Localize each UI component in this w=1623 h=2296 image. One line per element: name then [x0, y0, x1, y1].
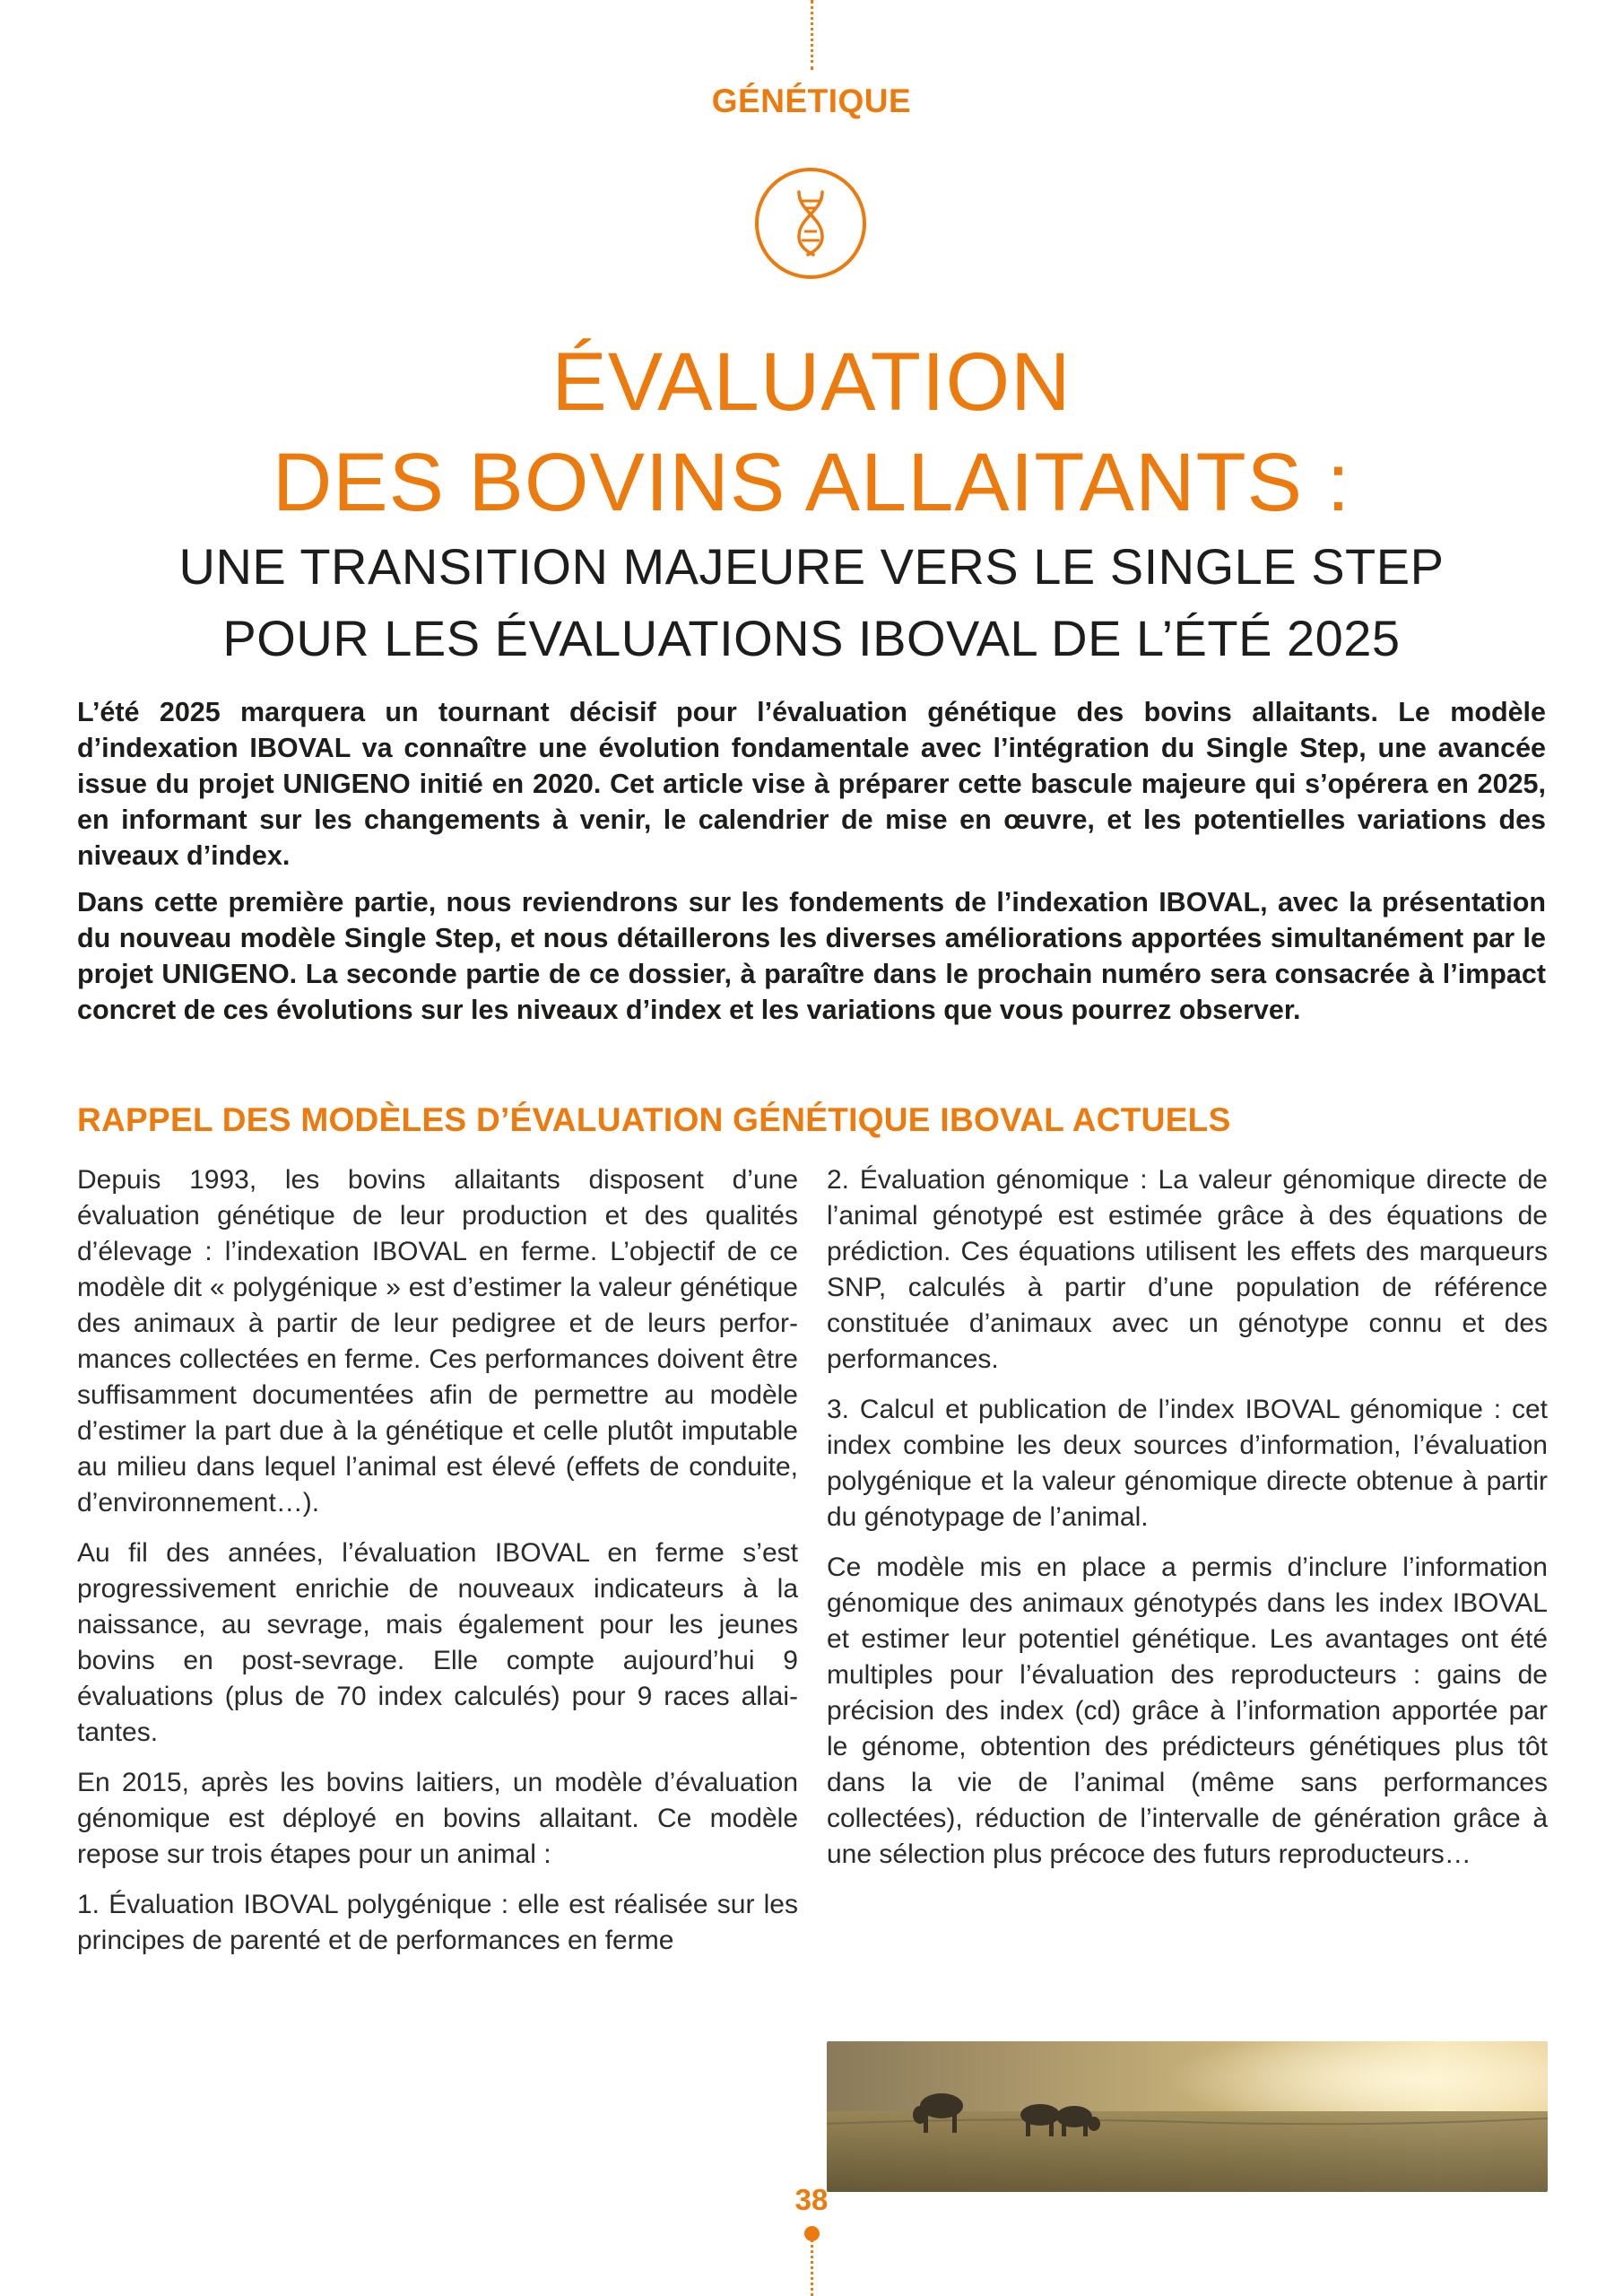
body-paragraph: Au fil des années, l’évaluation IBOVAL en ferme s’est progressivement enrichie de nouveaux indicateurs à la naissance, au sevrage, mais également pour les jeunes bovins en post-sevrage. Elle compte aujourd’hui 9 évaluations (plus de 70 index calculés) pour 9 races allaitantes. — [77, 1538, 798, 1747]
cattle-pasture-photo — [827, 2041, 1548, 2192]
body-paragraph: 2. Évaluation génomique : La valeur génomique directe de l’animal génotypé est estimée grâce à des équations de prédiction. Ces équations utilisent les effets des marqueurs SNP, calculés à partir d’une population de référence constituée d’animaux avec un génotype connu et des performances. — [827, 1165, 1548, 1374]
page-number: 38 — [794, 2183, 829, 2216]
article-title — [0, 332, 1623, 533]
top-dotted-line — [811, 0, 813, 70]
subtitle-line-1: UNE TRANSITION MAJEURE VERS LE SINGLE STEP — [178, 538, 1445, 595]
title-line-2: DES BOVINS ALLAITANTS : — [272, 437, 1351, 528]
title-line-1: ÉVALUATION — [551, 336, 1072, 428]
lead-paragraph: Dans cette première partie, nous reviendrons sur les fondements de l’indexation IBOVAL, avec la présentation du nouveau modèle Single Step, et nous détaillerons les diverses améliorations apportées simultanément par le projet UNIGENO. La seconde partie de ce dossier, à paraître dans le prochain numéro sera consacrée à l’impact concret de ces évolutions sur les niveaux d’index et les variations que vous pourrez observer. — [77, 887, 1546, 1025]
body-paragraph: Ce modèle mis en place a permis d’inclure l’information génomique des animaux génotypés dans les index IBOVAL et estimer leur potentiel génétique. Les avantages ont été multiples pour l’évaluation des reproducteurs : gains de précision des index (cd) grâce à l’information apportée par le génome, obtention des prédicteurs génétiques plus tôt dans la vie de l’animal (même sans performances collectées), réduction de l’intervalle de génération grâce à une sélection plus précoce des futurs reproducteurs… — [827, 1552, 1548, 1869]
lead-paragraph: L’été 2025 marquera un tournant décisif pour l’évaluation génétique des bovins allaitants. Le modèle d’indexation IBOVAL va connaître une évolution fondamentale avec l’intégration du Single Step, une avancée issue du projet UNIGENO initié en 2020. Cet article vise à préparer cette bascule majeure qui s’opérera en 2025, en informant sur les changements à venir, le calendrier de mise en œuvre, et les potentielles variations des niveaux d’index. — [77, 697, 1546, 871]
left-column — [77, 1162, 798, 1973]
right-column — [827, 1162, 1548, 1887]
section-heading: RAPPEL DES MODÈLES D’ÉVALUATION GÉNÉTIQUE IBOVAL ACTUELS — [77, 1101, 1231, 1138]
article-subtitle — [0, 531, 1623, 674]
section-label: GÉNÉTIQUE — [711, 83, 912, 119]
body-paragraph: 3. Calcul et publication de l’index IBOVAL génomique : cet index combine les deux sources d’information, l’évaluation polygénique et la valeur génomique directe obtenue à partir du génotypage de l’animal. — [827, 1395, 1548, 1532]
subtitle-line-2: POUR LES ÉVALUATIONS IBOVAL DE L’ÉTÉ 2025 — [222, 610, 1401, 666]
dna-icon — [752, 165, 869, 282]
body-paragraph: Depuis 1993, les bovins allaitants disposent d’une évaluation génétique de leur production et des qualités d’élevage : l’indexation IBOVAL en ferme. L’objectif de ce modèle dit « polygénique » est d’estimer la valeur génétique des animaux à partir de leur pedigree et de leurs performances collectées en ferme. Ces performances doivent être suffisamment documentées afin de permettre au modèle d’estimer la part due à la génétique et celle plutôt imputable au milieu dans lequel l’animal est élevé (effets de conduite, d’environnement…). — [77, 1165, 798, 1518]
bottom-dotted-line — [811, 2235, 813, 2296]
body-paragraph: 1. Évaluation IBOVAL polygénique : elle est réalisée sur les principes de parenté et de performances en ferme — [77, 1890, 798, 1955]
body-paragraph: En 2015, après les bovins laitiers, un modèle d’évaluation génomique est déployé en bovins allaitant. Ce modèle repose sur trois étapes pour un animal : — [77, 1768, 798, 1869]
lead-paragraphs — [77, 694, 1546, 1039]
